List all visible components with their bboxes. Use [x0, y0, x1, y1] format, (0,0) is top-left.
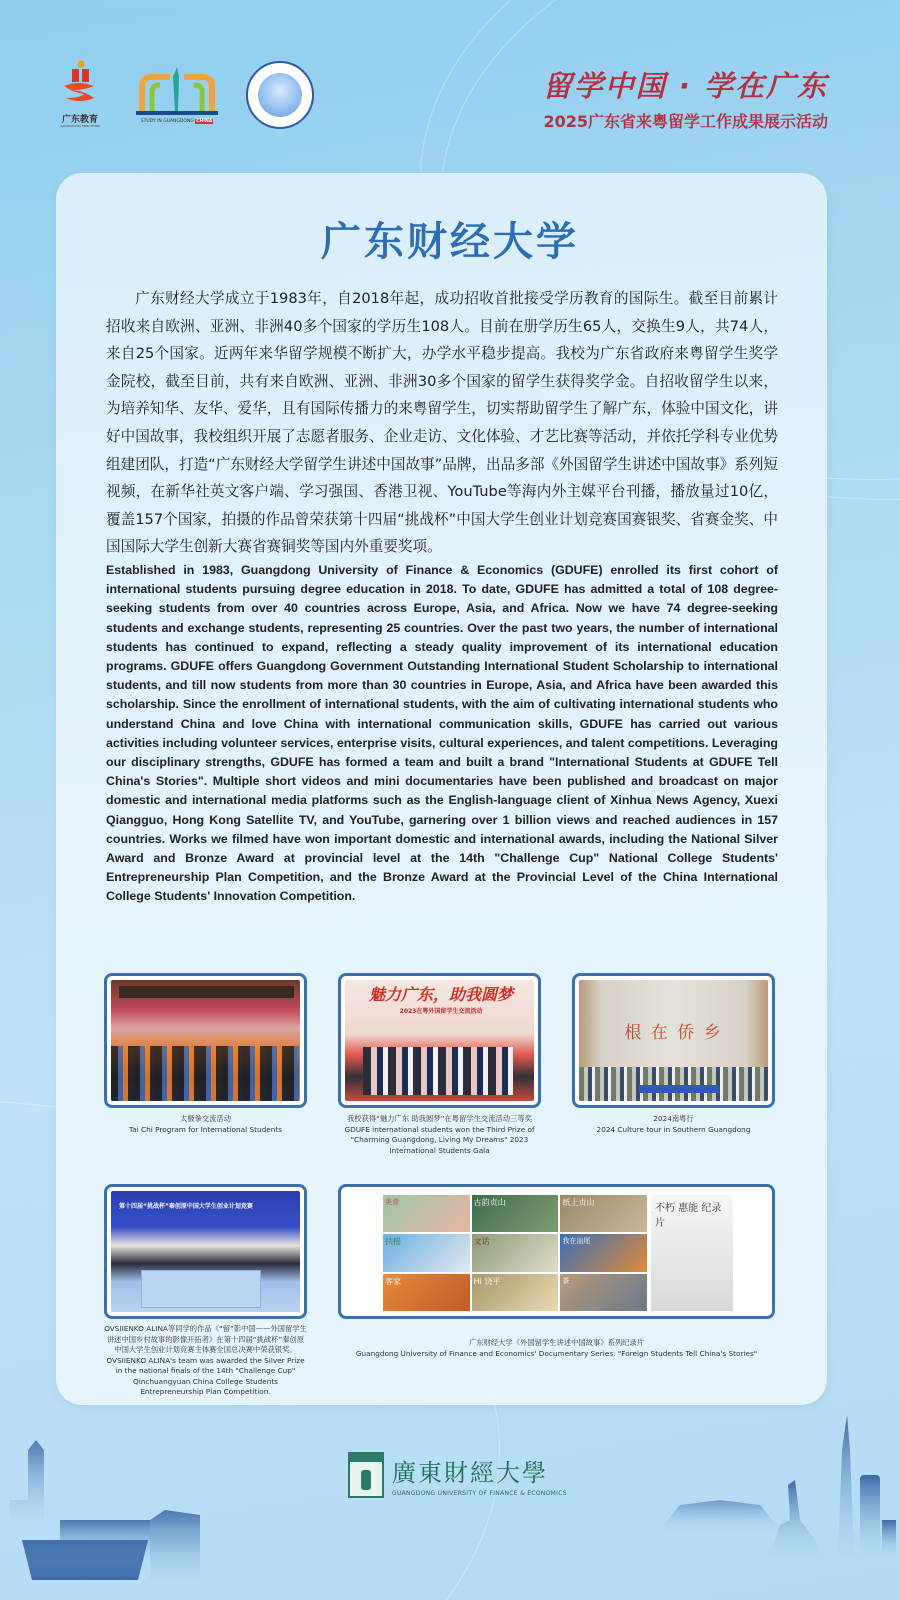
caption-gala-award [338, 1114, 541, 1156]
caption-challenge-cup [104, 1324, 307, 1398]
footer-university-name: 廣東財經大學 [392, 1459, 548, 1487]
guangdong-education-sublabel: GUANGDONG EDUCATION [60, 124, 100, 128]
right-skyline-illustration [660, 1380, 900, 1580]
intro-chinese: 广东财经大学成立于1983年，自2018年起，成功招收首批接受学历教育的国际生。截至目前累计招收来自欧洲、亚洲、非洲40多个国家的学历生108人。目前在册学历生65人，交换生9人，共74人，来自25个国家。近两年来华留学规模不断扩大，办学水平稳步提高。我校为广东省政府来粤留学生奖学金院校，截至目前，共有来自欧洲、亚洲、非洲30多个国家的留学生获得奖学金。自招收留学生以来，为培养知华、友华、爱华，且有国际传播力的来粤留学生，切实帮助留学生了解广东，体验中国文化，讲好中国故事，我校组织开展了志愿者服务、企业走访、文化体验、才艺比赛等活动，并依托学科专业优势组建团队，打造“广东财经大学留学生讲述中国故事”品牌，出品多部《外国留学生讲述中国故事》系列短视频，在新华社英文客户端、学习强国、香港卫视、YouTube等海内外主媒平台刊播，播放量过10亿，覆盖157个国家，拍摄的作品曾荣获第十四届“挑战杯”中国大学生创业计划竞赛国赛银奖、省赛金奖、中国国际大学生创新大赛省赛铜奖等国内外重要奖项。 [106, 290, 778, 556]
photo-gala-award [338, 973, 541, 1108]
study-in-guangdong-label: STUDY IN GUANGDONG CHINA [140, 118, 213, 124]
documentary-poster: 不朽 惠能 纪录片 [651, 1195, 733, 1311]
caption-en: GDUFE international students won the Third Prize of "Charming Guangdong, Living My Dreams" 2023 International Students Gala [344, 1124, 535, 1155]
left-skyline-illustration [0, 1420, 220, 1600]
caption-zh: 广东财经大学《外国留学生讲述中国故事》系列纪录片 [468, 1338, 645, 1347]
gala-banner-text: 魅力广东，助我圆梦 [368, 985, 513, 1004]
documentary-tile: 美食 [383, 1195, 470, 1232]
photo-challenge-cup [104, 1184, 307, 1319]
documentary-tile: Hi 饶平 [472, 1274, 559, 1311]
caption-documentary-series [338, 1338, 775, 1359]
slogan-subtitle: 2025广东省来粤留学工作成果展示活动 [543, 112, 828, 131]
footer-university-logo [348, 1452, 567, 1498]
gala-sub-banner: 2023在粤外国留学生交流活动 [399, 1008, 483, 1015]
slogan-main: 留学中国 · 学在广东 [542, 69, 828, 103]
caption-en: OVSIIENKO ALINA's team was awarded the Silver Prize in the national finals of the 14th "Challenge Cup" Qinchuangyuan China College Students Entrepreneurship Plan Competition. [106, 1355, 305, 1396]
documentary-tile: 纸上贞山 [560, 1195, 647, 1232]
challenge-cup-banner: 第十四届“挑战杯”秦创原中国大学生创业计划竞赛 [119, 1203, 253, 1210]
caption-zh: OVSIIENKO ALINA等同学的作品《“留”影中国——外国留学生讲述中国乡村故事的影像开拓者》在第十四届“挑战杯”秦创原中国大学生创业计划竞赛主体赛全国总决赛中荣获银奖。 [104, 1324, 307, 1354]
intro-english: Established in 1983, Guangdong University of Finance & Economics (GDUFE) enrolled its first cohort of international students pursuing degree education in 2018. To date, GDUFE has admitted a total of 108 degree-seeking students from over 40 countries across Europe, Asia, and Africa. Now we have 74 degree-seeking students and exchange students, representing 25 countries. Over the past two years, the number of international students has continued to expand, reflecting a steady quality improvement of its international education programs. GDUFE offers Guangdong Government Outstanding International Student Scholarship to international students, and till now students from more than 30 countries in Europe, Asia, and Africa have been awarded this scholarship. Since the enrollment of international students, with the aim of cultivating international students who understand China and love China with international communication skills, GDUFE has carried out various activities including volunteer services, enterprise visits, cultural experiences, and talent competitions. Leveraging our disciplinary strengths, GDUFE has formed a team and built a brand "International Students at GDUFE Tell China's Stories". Multiple short videos and mini documentaries have been published and broadcast on major domestic and international media platforms such as the English-language client of Xinhua News Agency, Xuexi Qiangguo, Hong Kong Satellite TV, and YouTube, garnering over 1 billion views and reached audiences in 157 countries. Works we filmed have won important domestic and international awards, including the National Silver Award and Bronze Award at provincial level at the 14th "Challenge Cup" National College Students' Entrepreneurship Plan Competition, and the Bronze Award at the Provincial Level of the China International College Students' Innovation Competition. [106, 563, 778, 904]
caption-culture-tour [572, 1114, 775, 1135]
university-title: 广东财经大学 [321, 219, 579, 265]
event-slogan [543, 64, 828, 132]
documentary-tile: 茶 [560, 1274, 647, 1311]
university-seal-logo [246, 61, 314, 129]
gala-image [345, 980, 534, 1101]
photo-documentary-series [338, 1184, 775, 1319]
documentary-tile: 客家 [383, 1274, 470, 1311]
caption-tai-chi [104, 1114, 307, 1135]
caption-zh: 太极拳交流活动 [179, 1114, 232, 1123]
guangdong-education-label: 广东教育 [61, 115, 98, 125]
challenge-cup-image [111, 1191, 300, 1312]
page-header [0, 0, 900, 170]
documentary-tile: 我在汕尾 [560, 1234, 647, 1271]
guangdong-education-logo [52, 60, 108, 130]
caption-zh: 2024南粤行 [653, 1114, 694, 1123]
caption-en: 2024 Culture tour in Southern Guangdong [596, 1124, 751, 1134]
guangdong-education-icon [60, 60, 100, 104]
culture-tour-image [579, 980, 768, 1101]
tai-chi-image [111, 980, 300, 1101]
caption-zh: 我校获得“魅力广东 助我圆梦”在粤留学生交流活动三等奖 [346, 1114, 532, 1123]
photo-culture-tour [572, 973, 775, 1108]
documentary-tile: 扶摇 [383, 1234, 470, 1271]
caption-en: Guangdong University of Finance and Economics' Documentary Series: "Foreign Students Tell China's Stories" [355, 1348, 758, 1358]
seal-emblem-icon [258, 73, 302, 117]
documentary-tile: 古韵贞山 [472, 1195, 559, 1232]
footer-university-english: GUANGDONG UNIVERSITY OF FINANCE & ECONOMICS [392, 1490, 567, 1497]
canton-tower-icon [134, 63, 220, 119]
partner-logos [52, 60, 314, 130]
wall-calligraphy-text: 根 在 侨 乡 [624, 1023, 723, 1043]
photo-tai-chi [104, 973, 307, 1108]
study-in-guangdong-logo [134, 63, 220, 127]
documentary-collage [345, 1191, 768, 1312]
documentary-tile: 文话 [472, 1234, 559, 1271]
caption-en: Tai Chi Program for International Students [128, 1124, 282, 1134]
university-emblem-icon [348, 1452, 384, 1498]
